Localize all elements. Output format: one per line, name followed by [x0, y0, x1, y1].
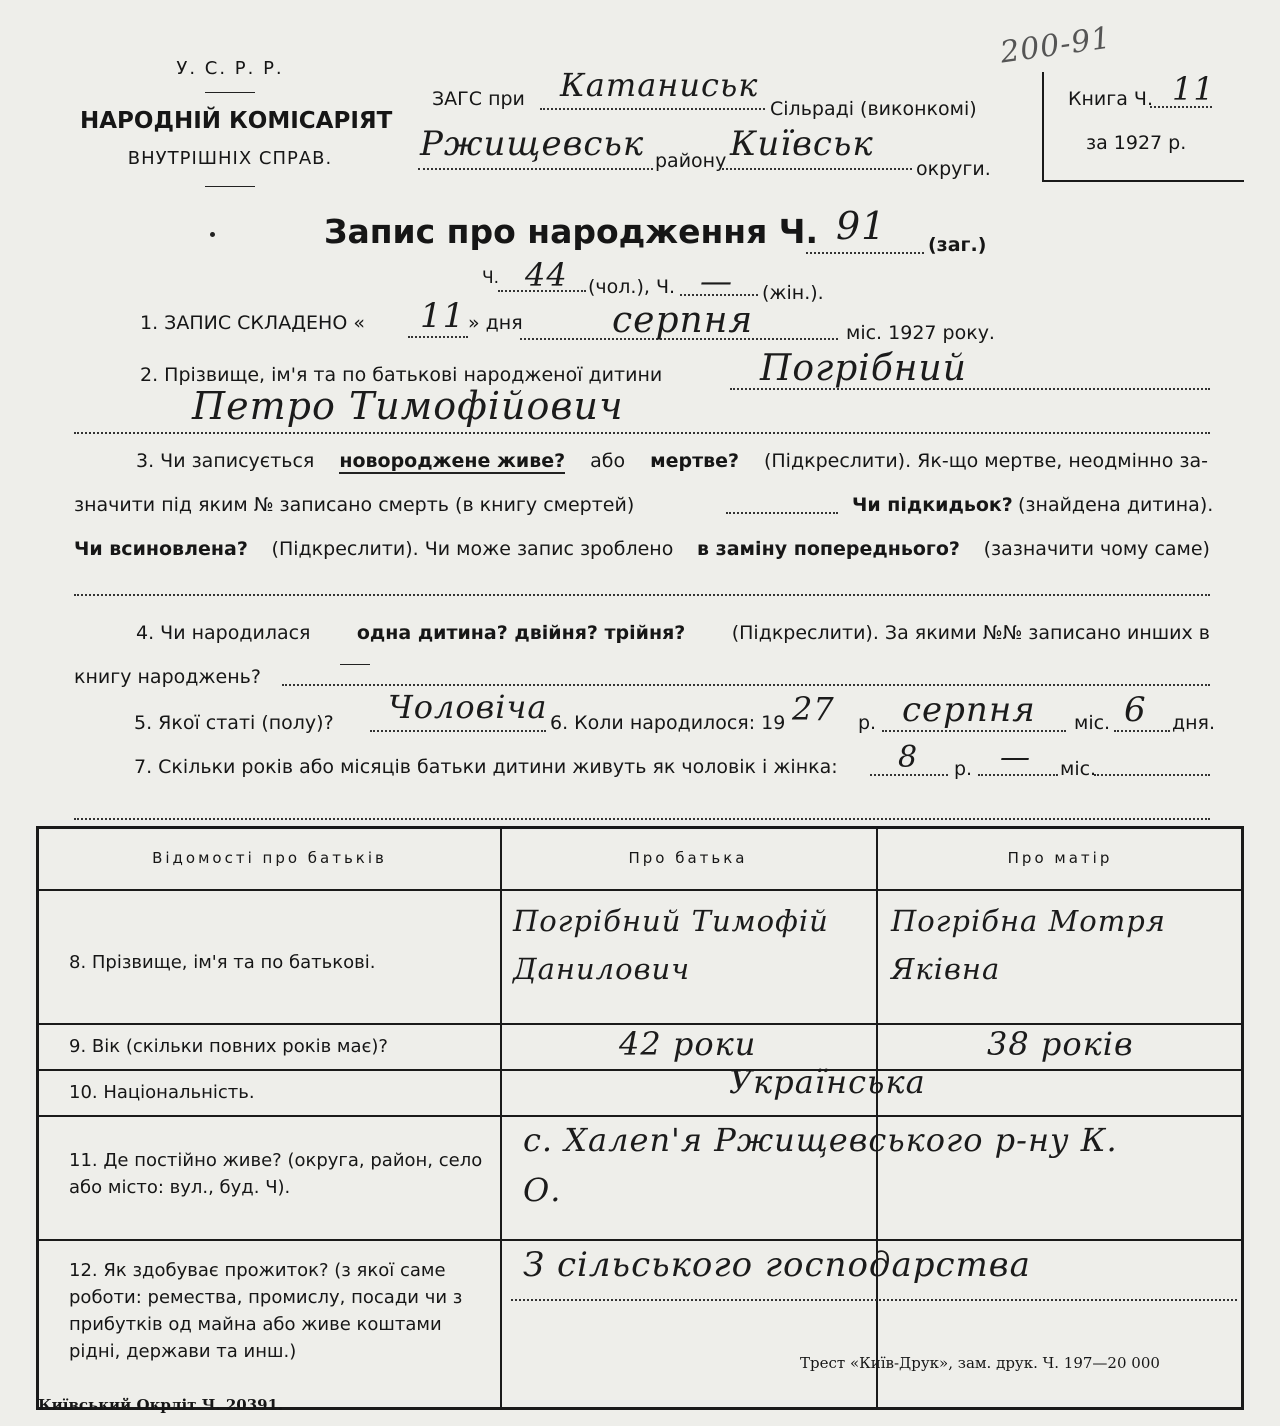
row-label-age: 9. Вік (скільки повних років має)?: [69, 1036, 388, 1057]
q3-replacement: в заміну попереднього?: [697, 538, 960, 560]
raion-value: Ржищевськ: [420, 124, 645, 164]
q1-month: серпня: [612, 300, 754, 341]
record-number: 91: [836, 204, 887, 248]
q7-months: —: [1000, 740, 1031, 775]
parents-table: [36, 826, 1244, 1410]
occupation: З сільського господарства: [523, 1245, 1031, 1285]
zags-value: Катаниськ: [560, 66, 759, 104]
q6-label: 6. Коли народилося: 19: [550, 712, 786, 734]
q7-label: 7. Скільки років або місяців батьки дитини живуть як чоловік і жінка:: [134, 756, 838, 778]
father-name: Погрібний Тимофій Данилович: [513, 904, 829, 986]
q3-line1: [136, 450, 1208, 474]
q7-years: 8: [898, 740, 919, 775]
q6-year: 27: [792, 690, 835, 728]
q7-mis: міс.: [1060, 758, 1097, 780]
zags-line: [540, 108, 765, 110]
q2-name: Петро Тимофійович: [192, 384, 624, 428]
department-label: ВНУТРІШНІХ СПРАВ.: [127, 148, 333, 169]
record-suffix: (заг.): [928, 234, 987, 256]
year-label: за 1927 р.: [1086, 132, 1187, 154]
q7-fill: [1094, 774, 1210, 776]
book-value: 11: [1172, 70, 1215, 108]
q3-text: 3. Чи записується: [136, 450, 315, 472]
q2-line2: [74, 432, 1210, 434]
record-title: Запис про народження Ч.: [324, 212, 818, 251]
silradi-label: Сільраді (виконкомі): [770, 98, 977, 120]
table-row-divider: [39, 1069, 1241, 1071]
q4-stroke: [340, 664, 370, 665]
q1-suffix: міс. 1927 року.: [846, 322, 995, 344]
q6-dnia: дня.: [1172, 712, 1216, 734]
q3-line4: [74, 594, 1210, 596]
q4-line2: книгу народжень?: [74, 666, 261, 688]
row-label-nationality: 10. Національність.: [69, 1082, 255, 1103]
female-label: (жін.).: [762, 282, 824, 304]
mother-name: Погрібна Мотря Яківна: [891, 904, 1166, 986]
bullet: [210, 232, 215, 237]
header-mother: Про матір: [1007, 849, 1113, 867]
q5-sex: Чоловіча: [388, 688, 548, 726]
q3-or: або: [590, 450, 626, 472]
q4-line1: [136, 622, 1210, 644]
male-prefix: Ч.: [482, 268, 500, 288]
q1-day-line: [408, 336, 468, 338]
footer-left: Київський Окрліт Ч. 20391.: [38, 1396, 284, 1414]
occupation-line: [511, 1299, 1237, 1301]
raion-line: [418, 168, 653, 170]
q3-adopted: Чи всиновлена?: [74, 538, 248, 560]
q6-mis: міс.: [1074, 712, 1111, 734]
okruha-value: Київськ: [730, 124, 874, 164]
row-label-residence: 11. Де постійно живе? (округа, район, село або місто: вул., буд. Ч).: [69, 1150, 483, 1198]
q6-day: 6: [1124, 690, 1147, 730]
okruha-label: округи.: [916, 158, 991, 180]
q1-day: 11: [420, 296, 466, 336]
q7-r: р.: [954, 758, 973, 780]
q5-label: 5. Якої статі (полу)?: [134, 712, 334, 734]
okruha-line: [722, 168, 912, 170]
q2-label: 2. Прізвище, ім'я та по батькові народженої дитини: [140, 364, 663, 386]
table-row-divider: [39, 889, 1241, 891]
q3-foundling: Чи підкидьок?: [852, 494, 1013, 516]
male-label: (чол.), Ч.: [588, 276, 676, 298]
q4-options: одна дитина? двійня? трійня?: [356, 622, 686, 644]
male-number: 44: [525, 256, 568, 294]
q4-line: [282, 684, 1210, 686]
corner-number: 200-91: [998, 20, 1114, 71]
table-row-divider: [39, 1239, 1241, 1241]
row-label-name: 8. Прізвище, ім'я та по батькові.: [69, 952, 376, 973]
header-father: Про батька: [628, 849, 748, 867]
footer-right: Трест «Київ-Друк», зам. друк. Ч. 197—20 000: [800, 1354, 1160, 1372]
q2-line: [730, 388, 1210, 390]
q3-line2c: (знайдена дитина).: [1018, 494, 1214, 516]
q2-surname: Погрібний: [760, 348, 967, 389]
residence: с. Халеп'я Ржищевського р-ну К. О.: [523, 1121, 1118, 1209]
header-divider: [205, 92, 255, 93]
q3-text: (зазначити чому саме): [983, 538, 1210, 560]
q3-dead: мертве?: [650, 450, 740, 472]
q5-line: [370, 730, 546, 732]
q4-text: 4. Чи народилася: [136, 622, 311, 644]
usrr-label: У. С. Р. Р.: [176, 58, 284, 79]
q3-line3: [74, 538, 1210, 560]
q3-death-line: [726, 512, 838, 514]
q6-r: р.: [858, 712, 877, 734]
q4-text: (Підкреслити). За якими №№ записано инших в: [731, 622, 1210, 644]
q6-month-line: [882, 730, 1066, 732]
q3-text: (Підкреслити). Як-що мертве, неодмінно за-: [763, 450, 1208, 472]
q6-day-line: [1114, 730, 1170, 732]
q1-day-label: » дня: [468, 312, 523, 334]
header-info: Відомості про батьків: [152, 849, 387, 867]
zags-prefix: ЗАГС при: [432, 88, 525, 110]
q3-text: (Підкреслити). Чи може запис зроблено: [271, 538, 674, 560]
father-age: 42 роки: [619, 1025, 757, 1063]
mother-age: 38 років: [987, 1025, 1134, 1063]
table-divider: [500, 829, 502, 1407]
book-label: Книга Ч.: [1068, 88, 1153, 110]
q3-line2a: значити під яким № записано смерть (в книгу смертей): [74, 494, 635, 516]
female-number: —: [700, 262, 733, 300]
q3-alive: новороджене живе?: [339, 450, 566, 472]
q1-label: 1. ЗАПИС СКЛАДЕНО «: [140, 312, 365, 334]
nationality: Українська: [729, 1063, 926, 1101]
raion-label: району: [655, 150, 727, 172]
header-divider: [205, 186, 255, 187]
row-label-occupation: 12. Як здобуває прожиток? (з якої саме роботи: ремества, промислу, посади чи з прибутків од майна або живе коштами рідні, держави та инш.): [69, 1260, 463, 1362]
title-line: [806, 252, 924, 254]
commissariat-label: НАРОДНІЙ КОМІСАРІЯТ: [80, 108, 393, 134]
q6-month: серпня: [902, 690, 1036, 730]
q7-line2: [74, 818, 1210, 820]
